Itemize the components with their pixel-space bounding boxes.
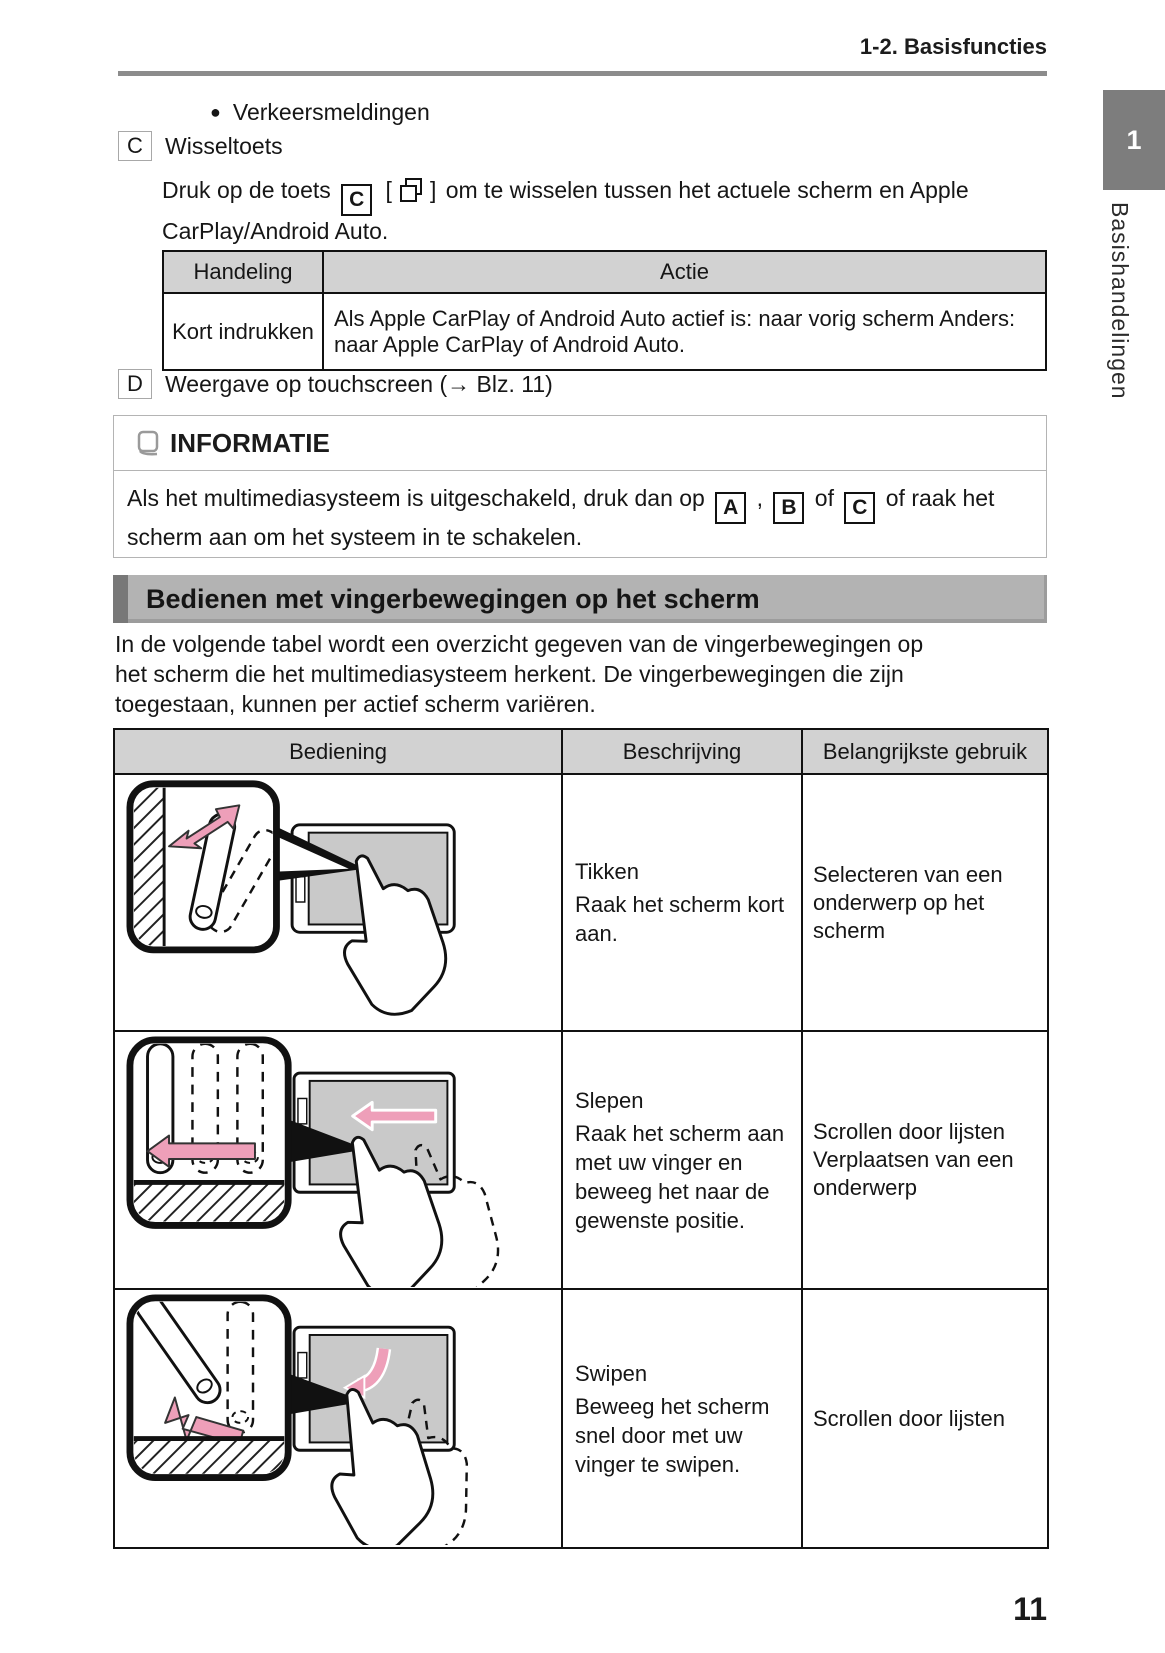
action-table-header-row bbox=[163, 251, 1046, 293]
item-c-title: Wisseltoets bbox=[165, 132, 283, 159]
gesture-name: Tikken bbox=[575, 859, 639, 884]
info-text-after: of raak het scherm aan om het systeem in te schakelen. bbox=[127, 485, 995, 550]
gesture-usage-cell bbox=[802, 774, 1048, 1031]
key-label-d: D bbox=[118, 369, 152, 399]
page-header-section: 1-2. Basisfuncties bbox=[859, 34, 1047, 59]
info-box-title: INFORMATIE bbox=[170, 427, 330, 458]
gesture-header-beschrijving: Beschrijving bbox=[562, 729, 802, 774]
action-cell-handeling: Kort indrukken bbox=[163, 293, 323, 370]
action-table-header-handeling: Handeling bbox=[163, 251, 323, 293]
gesture-usage: Verplaatsen van een onderwerp bbox=[813, 1147, 1014, 1200]
info-box-title-row bbox=[114, 416, 1046, 471]
gesture-description: Raak het scherm kort aan. bbox=[575, 892, 785, 946]
info-box-body bbox=[114, 471, 1046, 551]
book-icon bbox=[136, 430, 160, 457]
gesture-usage-cell bbox=[802, 1031, 1048, 1289]
table-row-tap bbox=[114, 774, 1048, 1031]
bullet-icon: ● bbox=[210, 102, 221, 122]
section-title: Bedienen met vingerbewegingen op het scherm bbox=[146, 583, 760, 614]
keycap-a: A bbox=[715, 492, 746, 524]
info-of-1: of bbox=[814, 485, 834, 511]
bracket-open: [ bbox=[385, 177, 392, 203]
bullet-label: Verkeersmeldingen bbox=[232, 99, 430, 125]
table-row-drag bbox=[114, 1031, 1048, 1289]
keycap-b: B bbox=[773, 492, 804, 524]
para-c-after: om te wisselen tussen het actuele scherm en Apple CarPlay/Android Auto. bbox=[162, 177, 969, 244]
section-intro-paragraph: In de volgende tabel wordt een overzicht gegeven van de vingerbewegingen op het scherm die het multimediasysteem herkent. De vingerbewegingen die zijn toegestaan, kunnen per actief scherm variëren. bbox=[115, 631, 924, 717]
gesture-name: Swipen bbox=[575, 1360, 648, 1386]
action-table bbox=[162, 250, 1047, 371]
swipe-illustration-svg bbox=[115, 1292, 561, 1545]
section-heading-band bbox=[113, 575, 1047, 623]
paragraph-switch-key bbox=[162, 175, 1047, 247]
chapter-title-vertical: Basishandelingen bbox=[1107, 202, 1133, 400]
item-d-line bbox=[118, 369, 553, 399]
dual-screen-icon bbox=[398, 177, 424, 203]
gesture-usage: Scrollen door lijsten bbox=[813, 1405, 1005, 1431]
info-text-before: Als het multimediasysteem is uitgeschakeld, druk dan op bbox=[127, 485, 705, 511]
drag-gesture-illustration bbox=[114, 1031, 562, 1289]
tap-gesture-illustration bbox=[114, 774, 562, 1031]
gesture-header-bediening: Bediening bbox=[114, 729, 562, 774]
gesture-description: Raak het scherm aan met uw vinger en beweeg het naar de gewenste positie. bbox=[575, 1120, 785, 1233]
table-row-swipe bbox=[114, 1289, 1048, 1548]
swipe-gesture-illustration bbox=[114, 1289, 562, 1548]
tap-illustration-svg bbox=[115, 776, 561, 1029]
table-row bbox=[163, 293, 1046, 370]
drag-illustration-svg bbox=[115, 1034, 561, 1287]
gesture-usage: Scrollen door lijsten bbox=[813, 1119, 1005, 1144]
para-c-before: Druk op de toets bbox=[162, 177, 331, 203]
gesture-table bbox=[113, 728, 1049, 1549]
page-number: 11 bbox=[1013, 1591, 1047, 1627]
gesture-table-header-row bbox=[114, 729, 1048, 774]
key-label-c: C bbox=[118, 131, 152, 161]
keycap-c2: C bbox=[844, 492, 875, 524]
gesture-description-cell bbox=[562, 774, 802, 1031]
item-d-title: Weergave op touchscreen (→ Blz. 11) bbox=[165, 370, 553, 397]
info-box bbox=[113, 415, 1047, 558]
gesture-description: Beweeg het scherm snel door met uw vinger te swipen. bbox=[575, 1393, 770, 1477]
item-c-line bbox=[118, 131, 283, 161]
bracket-close: ] bbox=[429, 177, 437, 203]
chapter-number-badge: 1 bbox=[1103, 90, 1165, 190]
action-cell-actie: Als Apple CarPlay of Android Auto actief is: naar vorig scherm Anders: naar Apple CarPlay of Android Auto. bbox=[323, 293, 1046, 370]
gesture-usage: Selecteren van een onderwerp op het scherm bbox=[813, 861, 1003, 943]
info-comma: , bbox=[756, 485, 764, 511]
header-rule bbox=[118, 71, 1047, 76]
bullet-list-item bbox=[210, 99, 430, 126]
keycap-c: C bbox=[341, 184, 372, 216]
action-table-header-actie: Actie bbox=[323, 251, 1046, 293]
gesture-description-cell bbox=[562, 1289, 802, 1548]
gesture-description-cell bbox=[562, 1031, 802, 1289]
gesture-name: Slepen bbox=[575, 1087, 644, 1113]
gesture-header-gebruik: Belangrijkste gebruik bbox=[802, 729, 1048, 774]
gesture-usage-cell bbox=[802, 1289, 1048, 1548]
